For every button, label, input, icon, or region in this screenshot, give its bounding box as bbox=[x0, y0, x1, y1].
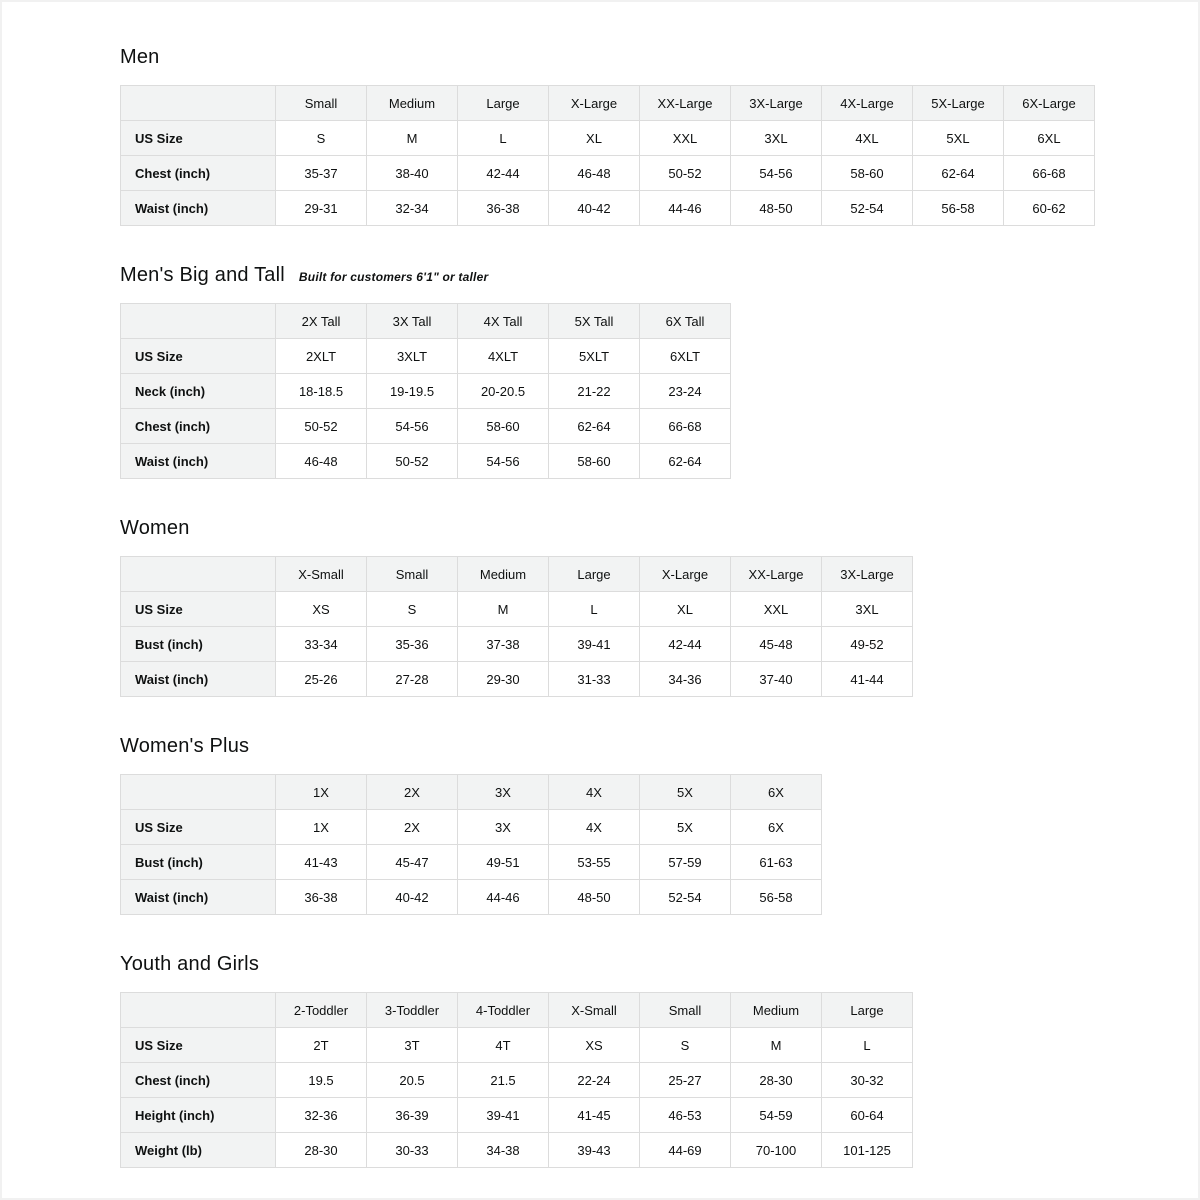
value-cell: 3XL bbox=[822, 592, 913, 627]
table-body bbox=[121, 339, 731, 479]
value-cell: 37-40 bbox=[731, 662, 822, 697]
value-cell: 6XLT bbox=[640, 339, 731, 374]
value-cell: 58-60 bbox=[458, 409, 549, 444]
value-cell: 30-32 bbox=[822, 1063, 913, 1098]
value-cell: 54-59 bbox=[731, 1098, 822, 1133]
value-cell: 29-31 bbox=[276, 191, 367, 226]
value-cell: 40-42 bbox=[549, 191, 640, 226]
table-row bbox=[121, 592, 913, 627]
table-head bbox=[121, 557, 913, 592]
value-cell: 2X bbox=[367, 810, 458, 845]
value-cell: M bbox=[458, 592, 549, 627]
value-cell: 6XL bbox=[1004, 121, 1095, 156]
value-cell: 46-48 bbox=[549, 156, 640, 191]
value-cell: 50-52 bbox=[276, 409, 367, 444]
value-cell: 53-55 bbox=[549, 845, 640, 880]
value-cell: 30-33 bbox=[367, 1133, 458, 1168]
value-cell: 33-34 bbox=[276, 627, 367, 662]
value-cell: 62-64 bbox=[549, 409, 640, 444]
value-cell: 50-52 bbox=[367, 444, 458, 479]
value-cell: 44-69 bbox=[640, 1133, 731, 1168]
column-header: 3X bbox=[458, 775, 549, 810]
section-title bbox=[120, 46, 1198, 69]
value-cell: XS bbox=[276, 592, 367, 627]
table-head bbox=[121, 304, 731, 339]
table-head bbox=[121, 775, 822, 810]
column-header: 5X Tall bbox=[549, 304, 640, 339]
value-cell: XXL bbox=[731, 592, 822, 627]
value-cell: 20.5 bbox=[367, 1063, 458, 1098]
value-cell: 66-68 bbox=[640, 409, 731, 444]
header-row bbox=[121, 993, 913, 1028]
value-cell: 36-39 bbox=[367, 1098, 458, 1133]
table-row bbox=[121, 444, 731, 479]
value-cell: 5X bbox=[640, 810, 731, 845]
column-header: Large bbox=[458, 86, 549, 121]
size-table bbox=[120, 85, 1095, 226]
size-table bbox=[120, 992, 913, 1168]
column-header: XX-Large bbox=[640, 86, 731, 121]
row-label: Chest (inch) bbox=[121, 409, 276, 444]
row-label: US Size bbox=[121, 121, 276, 156]
table-row bbox=[121, 339, 731, 374]
value-cell: 40-42 bbox=[367, 880, 458, 915]
value-cell: 70-100 bbox=[731, 1133, 822, 1168]
column-header: 4-Toddler bbox=[458, 993, 549, 1028]
column-header: 3X-Large bbox=[822, 557, 913, 592]
value-cell: 25-26 bbox=[276, 662, 367, 697]
size-section bbox=[120, 735, 1198, 915]
value-cell: S bbox=[367, 592, 458, 627]
row-label: Waist (inch) bbox=[121, 662, 276, 697]
value-cell: 3T bbox=[367, 1028, 458, 1063]
size-section bbox=[120, 46, 1198, 226]
value-cell: M bbox=[731, 1028, 822, 1063]
size-table bbox=[120, 556, 913, 697]
table-head bbox=[121, 86, 1095, 121]
value-cell: 3XL bbox=[731, 121, 822, 156]
table-body bbox=[121, 592, 913, 697]
column-header: Large bbox=[549, 557, 640, 592]
value-cell: 60-62 bbox=[1004, 191, 1095, 226]
value-cell: XL bbox=[640, 592, 731, 627]
value-cell: 34-38 bbox=[458, 1133, 549, 1168]
value-cell: 56-58 bbox=[913, 191, 1004, 226]
column-header: Medium bbox=[731, 993, 822, 1028]
value-cell: 3X bbox=[458, 810, 549, 845]
row-label: US Size bbox=[121, 592, 276, 627]
value-cell: 41-44 bbox=[822, 662, 913, 697]
value-cell: 28-30 bbox=[731, 1063, 822, 1098]
value-cell: 5XL bbox=[913, 121, 1004, 156]
value-cell: L bbox=[822, 1028, 913, 1063]
value-cell: 41-45 bbox=[549, 1098, 640, 1133]
value-cell: 58-60 bbox=[549, 444, 640, 479]
value-cell: 39-41 bbox=[458, 1098, 549, 1133]
column-header: 3-Toddler bbox=[367, 993, 458, 1028]
value-cell: 19-19.5 bbox=[367, 374, 458, 409]
value-cell: XL bbox=[549, 121, 640, 156]
value-cell: 1X bbox=[276, 810, 367, 845]
value-cell: 27-28 bbox=[367, 662, 458, 697]
corner-cell bbox=[121, 86, 276, 121]
value-cell: 57-59 bbox=[640, 845, 731, 880]
column-header: Small bbox=[367, 557, 458, 592]
value-cell: 41-43 bbox=[276, 845, 367, 880]
row-label: Bust (inch) bbox=[121, 627, 276, 662]
column-header: 5X-Large bbox=[913, 86, 1004, 121]
row-label: Chest (inch) bbox=[121, 1063, 276, 1098]
value-cell: 45-48 bbox=[731, 627, 822, 662]
table-row bbox=[121, 374, 731, 409]
value-cell: 19.5 bbox=[276, 1063, 367, 1098]
column-header: 1X bbox=[276, 775, 367, 810]
value-cell: 54-56 bbox=[367, 409, 458, 444]
column-header: X-Large bbox=[640, 557, 731, 592]
column-header: 6X bbox=[731, 775, 822, 810]
value-cell: 4X bbox=[549, 810, 640, 845]
table-row bbox=[121, 1028, 913, 1063]
column-header: 5X bbox=[640, 775, 731, 810]
header-row bbox=[121, 775, 822, 810]
column-header: 4X bbox=[549, 775, 640, 810]
header-row bbox=[121, 86, 1095, 121]
value-cell: M bbox=[367, 121, 458, 156]
row-label: US Size bbox=[121, 1028, 276, 1063]
column-header: Small bbox=[640, 993, 731, 1028]
table-row bbox=[121, 880, 822, 915]
value-cell: 42-44 bbox=[458, 156, 549, 191]
value-cell: 23-24 bbox=[640, 374, 731, 409]
corner-cell bbox=[121, 775, 276, 810]
column-header: XX-Large bbox=[731, 557, 822, 592]
column-header: 2X bbox=[367, 775, 458, 810]
section-title-text: Men bbox=[120, 46, 160, 68]
section-title bbox=[120, 953, 1198, 976]
size-table bbox=[120, 774, 822, 915]
value-cell: 6X bbox=[731, 810, 822, 845]
value-cell: 48-50 bbox=[549, 880, 640, 915]
row-label: Weight (lb) bbox=[121, 1133, 276, 1168]
value-cell: 101-125 bbox=[822, 1133, 913, 1168]
column-header: X-Small bbox=[276, 557, 367, 592]
value-cell: 58-60 bbox=[822, 156, 913, 191]
column-header: X-Small bbox=[549, 993, 640, 1028]
value-cell: 49-51 bbox=[458, 845, 549, 880]
row-label: Height (inch) bbox=[121, 1098, 276, 1133]
size-section bbox=[120, 264, 1198, 479]
table-head bbox=[121, 993, 913, 1028]
table-row bbox=[121, 627, 913, 662]
row-label: Waist (inch) bbox=[121, 191, 276, 226]
value-cell: XS bbox=[549, 1028, 640, 1063]
section-title bbox=[120, 735, 1198, 758]
value-cell: 28-30 bbox=[276, 1133, 367, 1168]
section-subtitle: Built for customers 6'1" or taller bbox=[298, 270, 489, 284]
value-cell: 21.5 bbox=[458, 1063, 549, 1098]
size-section bbox=[120, 517, 1198, 697]
value-cell: 48-50 bbox=[731, 191, 822, 226]
table-row bbox=[121, 810, 822, 845]
row-label: Waist (inch) bbox=[121, 880, 276, 915]
column-header: 6X-Large bbox=[1004, 86, 1095, 121]
value-cell: 42-44 bbox=[640, 627, 731, 662]
table-body bbox=[121, 810, 822, 915]
value-cell: 32-34 bbox=[367, 191, 458, 226]
value-cell: 38-40 bbox=[367, 156, 458, 191]
value-cell: 5XLT bbox=[549, 339, 640, 374]
size-chart-document bbox=[120, 46, 1198, 1168]
row-label: Neck (inch) bbox=[121, 374, 276, 409]
section-title-text: Women's Plus bbox=[120, 735, 250, 757]
size-table bbox=[120, 303, 731, 479]
value-cell: 35-36 bbox=[367, 627, 458, 662]
header-row bbox=[121, 304, 731, 339]
corner-cell bbox=[121, 304, 276, 339]
value-cell: 44-46 bbox=[458, 880, 549, 915]
value-cell: 54-56 bbox=[458, 444, 549, 479]
table-body bbox=[121, 1028, 913, 1168]
value-cell: S bbox=[640, 1028, 731, 1063]
value-cell: 54-56 bbox=[731, 156, 822, 191]
value-cell: 36-38 bbox=[276, 880, 367, 915]
size-section bbox=[120, 953, 1198, 1168]
value-cell: 4XLT bbox=[458, 339, 549, 374]
column-header: Medium bbox=[367, 86, 458, 121]
table-row bbox=[121, 1098, 913, 1133]
row-label: Waist (inch) bbox=[121, 444, 276, 479]
value-cell: L bbox=[549, 592, 640, 627]
value-cell: 35-37 bbox=[276, 156, 367, 191]
column-header: 4X Tall bbox=[458, 304, 549, 339]
column-header: 4X-Large bbox=[822, 86, 913, 121]
value-cell: 66-68 bbox=[1004, 156, 1095, 191]
value-cell: XXL bbox=[640, 121, 731, 156]
value-cell: 21-22 bbox=[549, 374, 640, 409]
row-label: Bust (inch) bbox=[121, 845, 276, 880]
value-cell: 46-48 bbox=[276, 444, 367, 479]
value-cell: 52-54 bbox=[640, 880, 731, 915]
table-row bbox=[121, 1063, 913, 1098]
header-row bbox=[121, 557, 913, 592]
row-label: US Size bbox=[121, 339, 276, 374]
column-header: 6X Tall bbox=[640, 304, 731, 339]
value-cell: 39-43 bbox=[549, 1133, 640, 1168]
row-label: Chest (inch) bbox=[121, 156, 276, 191]
value-cell: 4XL bbox=[822, 121, 913, 156]
column-header: 2X Tall bbox=[276, 304, 367, 339]
value-cell: 39-41 bbox=[549, 627, 640, 662]
corner-cell bbox=[121, 557, 276, 592]
column-header: X-Large bbox=[549, 86, 640, 121]
value-cell: 49-52 bbox=[822, 627, 913, 662]
value-cell: 45-47 bbox=[367, 845, 458, 880]
column-header: 2-Toddler bbox=[276, 993, 367, 1028]
value-cell: 25-27 bbox=[640, 1063, 731, 1098]
column-header: Large bbox=[822, 993, 913, 1028]
table-row bbox=[121, 121, 1095, 156]
table-row bbox=[121, 409, 731, 444]
value-cell: 31-33 bbox=[549, 662, 640, 697]
section-title bbox=[120, 517, 1198, 540]
value-cell: 34-36 bbox=[640, 662, 731, 697]
column-header: 3X Tall bbox=[367, 304, 458, 339]
value-cell: 62-64 bbox=[913, 156, 1004, 191]
value-cell: S bbox=[276, 121, 367, 156]
table-row bbox=[121, 845, 822, 880]
section-title-text: Men's Big and Tall bbox=[120, 264, 285, 286]
row-label: US Size bbox=[121, 810, 276, 845]
table-body bbox=[121, 121, 1095, 226]
value-cell: 32-36 bbox=[276, 1098, 367, 1133]
column-header: Medium bbox=[458, 557, 549, 592]
table-row bbox=[121, 156, 1095, 191]
section-title bbox=[120, 264, 1198, 287]
value-cell: 29-30 bbox=[458, 662, 549, 697]
table-row bbox=[121, 662, 913, 697]
value-cell: 62-64 bbox=[640, 444, 731, 479]
value-cell: 3XLT bbox=[367, 339, 458, 374]
value-cell: 61-63 bbox=[731, 845, 822, 880]
value-cell: 18-18.5 bbox=[276, 374, 367, 409]
value-cell: 36-38 bbox=[458, 191, 549, 226]
value-cell: 20-20.5 bbox=[458, 374, 549, 409]
corner-cell bbox=[121, 993, 276, 1028]
value-cell: 56-58 bbox=[731, 880, 822, 915]
value-cell: 2XLT bbox=[276, 339, 367, 374]
section-title-text: Youth and Girls bbox=[120, 953, 260, 975]
value-cell: 22-24 bbox=[549, 1063, 640, 1098]
value-cell: 52-54 bbox=[822, 191, 913, 226]
value-cell: 60-64 bbox=[822, 1098, 913, 1133]
column-header: Small bbox=[276, 86, 367, 121]
column-header: 3X-Large bbox=[731, 86, 822, 121]
value-cell: 37-38 bbox=[458, 627, 549, 662]
section-title-text: Women bbox=[120, 517, 190, 539]
table-row bbox=[121, 191, 1095, 226]
table-row bbox=[121, 1133, 913, 1168]
value-cell: 2T bbox=[276, 1028, 367, 1063]
value-cell: 44-46 bbox=[640, 191, 731, 226]
value-cell: 50-52 bbox=[640, 156, 731, 191]
value-cell: 46-53 bbox=[640, 1098, 731, 1133]
value-cell: 4T bbox=[458, 1028, 549, 1063]
value-cell: L bbox=[458, 121, 549, 156]
